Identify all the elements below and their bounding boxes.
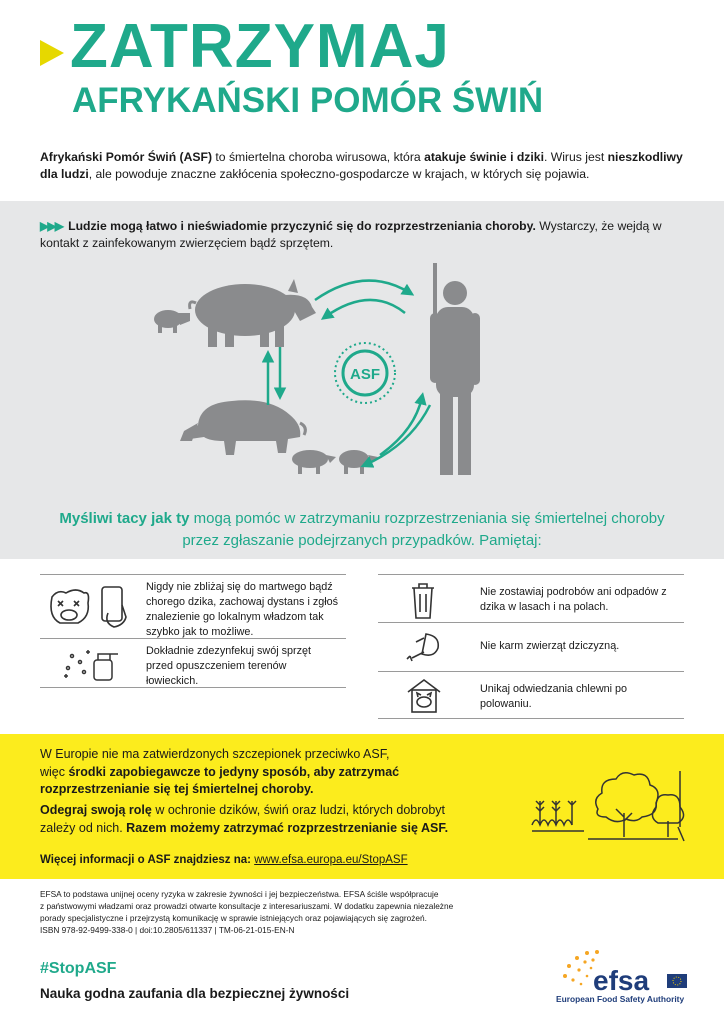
- title-arrow-mark: [40, 40, 64, 66]
- vaccine-text: W Europie nie ma zatwierdzonych szczepionek przeciwko ASF,: [40, 747, 390, 761]
- intro-bold-target: atakuje świnie i dziki: [424, 150, 544, 164]
- hunter-message-rest: mogą pomóc w zatrzymaniu rozprzestrzeniania się śmiertelnej choroby przez zgłaszanie podejrzanych przypadków. Pamiętaj:: [182, 510, 665, 549]
- divider: [40, 574, 346, 575]
- intro-bold-harmless: nieszkodliwy dla ludzi: [40, 150, 683, 181]
- more-info-link[interactable]: www.efsa.europa.eu/StopASF: [254, 854, 408, 866]
- asf-virus-icon: [335, 343, 395, 403]
- role-bold: Odegraj swoją rolę: [40, 803, 152, 817]
- hunter-silhouette-icon: [430, 263, 480, 475]
- vaccine-bold: rozprzestrzenianie się tej śmiertelnej choroby.: [40, 782, 314, 796]
- transmission-bold: Ludzie mogą łatwo i nieświadomie przyczynić się do rozprzestrzeniania choroby.: [68, 219, 536, 233]
- pigsty-icon: [406, 678, 442, 716]
- vaccine-text: więc: [40, 764, 69, 779]
- cycle-arrow-bottom: [365, 405, 430, 465]
- tip-text: Unikaj odwiedzania chlewni po polowaniu.: [480, 683, 628, 710]
- footer-note: [40, 888, 540, 936]
- divider: [40, 638, 346, 639]
- transmission-illustration: [140, 255, 520, 495]
- divider: [378, 671, 684, 672]
- tip-text: Nie karm zwierząt dziczyzną.: [480, 640, 620, 652]
- efsa-tagline: European Food Safety Authority: [556, 994, 685, 1004]
- role-bold: Razem możemy zatrzymać rozprzestrzenianie się ASF.: [126, 820, 449, 835]
- footer-line: porady specjalistyczne i przejrzystą komunikację w sprawie istniejących oraz pojawiających się zagrożeń.: [40, 913, 427, 923]
- intro-paragraph: [40, 149, 690, 183]
- tip-text: Nigdy nie zbliżaj się do martwego bądź chorego dzika, zachowaj dystans i zgłoś znalezienie go lokalnym władzom tak szybko jak to możliwe.: [146, 581, 339, 638]
- intro-bold-asf: Afrykański Pomór Świń: [40, 150, 177, 164]
- divider: [40, 687, 346, 688]
- intro-text: , ale powoduje znaczne zakłócenia społeczno-gospodarcze w krajach, w których się pojawia.: [88, 167, 590, 181]
- domestic-pig-icon: [190, 279, 316, 347]
- intro-text: to śmiertelna choroba wirusowa, która: [212, 150, 425, 164]
- role-text: w ochronie dzików, świń oraz ludzi, których dobrobyt: [151, 803, 446, 817]
- meat-leg-icon: [404, 630, 442, 664]
- role-text: zależy od nich.: [40, 820, 127, 835]
- page-title: ZATRZYMAJ: [70, 12, 450, 81]
- trash-bin-icon: [408, 580, 438, 620]
- wild-boar-icon: [180, 400, 305, 455]
- transmission-rest: Wystarczy, że wejdą w kontakt z zainfekowanym zwierzęciem bądź sprzętem.: [40, 219, 662, 250]
- tip-text: Nie zostawiaj podrobów ani odpadów z dzika w lasach i na polach.: [480, 586, 667, 613]
- slogan: Nauka godna zaufania dla bezpiecznej żywności: [40, 986, 350, 1001]
- piglet-icon: [154, 310, 190, 333]
- forest-field-icon: [528, 765, 688, 850]
- cycle-arrow-top: [315, 281, 410, 300]
- asf-virus-label: ASF: [350, 366, 380, 383]
- triple-arrow-icon: ▶▶▶: [40, 219, 63, 233]
- divider: [378, 622, 684, 623]
- hashtag: #StopASF: [40, 960, 117, 977]
- hunter-message: [40, 508, 684, 552]
- page-subtitle: AFRYKAŃSKI POMÓR ŚWIŃ: [72, 81, 544, 120]
- divider: [378, 574, 684, 575]
- vaccine-paragraph: [40, 746, 510, 799]
- efsa-logo-text: efsa: [593, 965, 650, 996]
- footer-line: EFSA to podstawa unijnej oceny ryzyka w zakresie żywności i jej bezpieczeństwa. EFSA ściśle współpracuje: [40, 889, 439, 899]
- boarlet-icon: [292, 450, 336, 474]
- more-info-label: Więcej informacji o ASF znajdziesz na:: [40, 854, 255, 866]
- vaccine-bold: środki zapobiegawcze to jedyny sposób, aby zatrzymać: [68, 764, 400, 779]
- dead-boar-phone-icon: [44, 583, 136, 631]
- footer-isbn: ISBN 978-92-9499-338-0 | doi:10.2805/611337 | TM-06-21-015-EN-N: [40, 925, 295, 935]
- hunter-message-bold: Myśliwi tacy jak ty: [59, 510, 190, 527]
- eu-flag-icon: [667, 974, 687, 988]
- role-paragraph: [40, 802, 520, 837]
- footer-line: z państwowymi władzami oraz prowadzi otwarte konsultacje z interesariuszami. W dodatku zapewnia niezależne: [40, 901, 454, 911]
- divider: [378, 718, 684, 719]
- intro-bold-abbr: (ASF): [176, 150, 213, 164]
- disinfectant-spray-icon: [58, 646, 128, 682]
- transmission-text: [40, 218, 670, 252]
- more-info: [40, 854, 408, 866]
- intro-text: . Wirus jest: [543, 150, 608, 164]
- tip-text: Dokładnie zdezynfekuj swój sprzęt przed opuszczeniem terenów łowieckich.: [146, 645, 312, 687]
- cycle-arrow-top-return: [325, 300, 405, 317]
